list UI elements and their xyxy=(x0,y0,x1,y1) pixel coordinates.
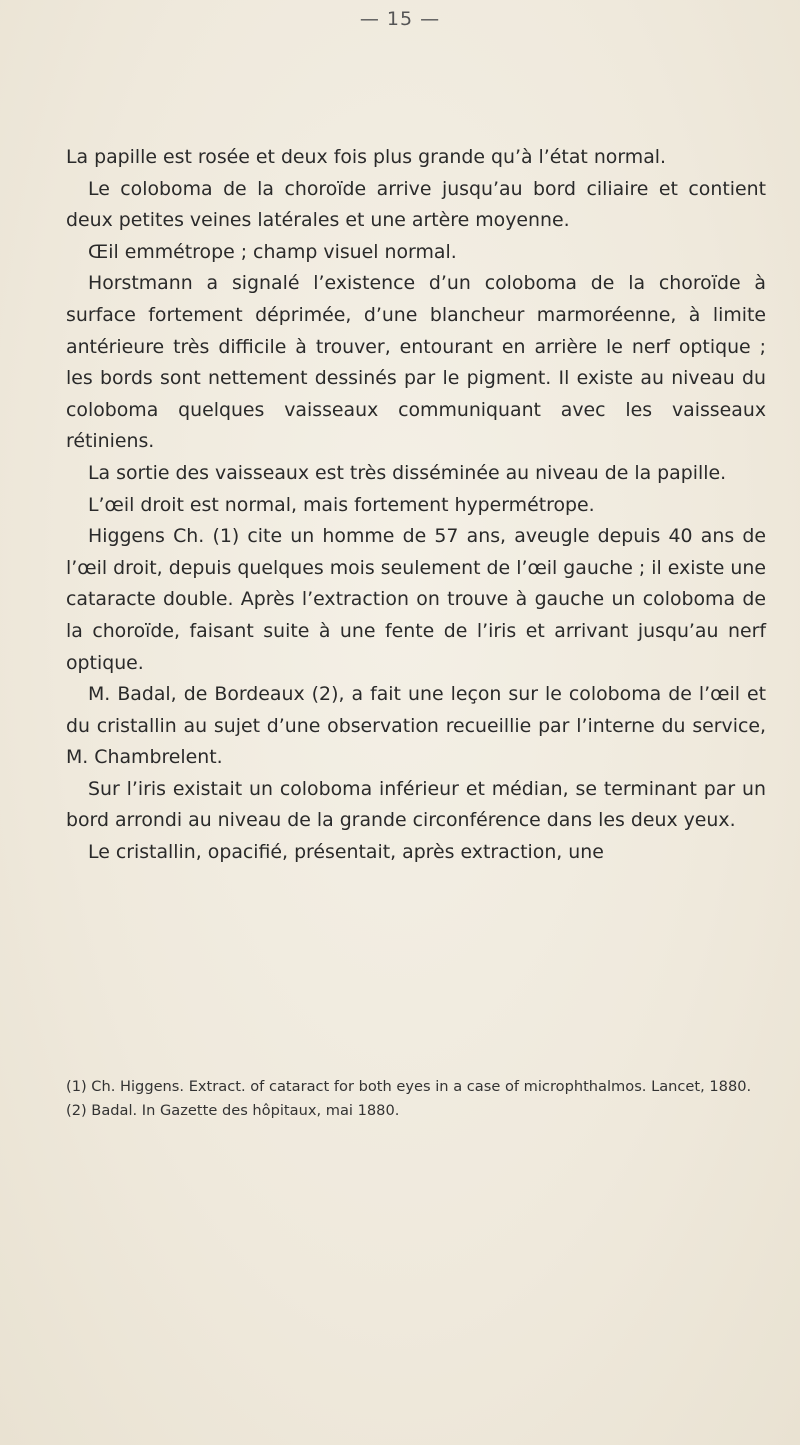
paragraph-oeil-emmetrope: Œil emmétrope ; champ visuel normal. xyxy=(88,240,457,263)
footnote-2: (2) Badal. In Gazette des hôpitaux, mai 1880. xyxy=(66,1101,400,1119)
paragraph-sortie-vaisseaux: La sortie des vaisseaux est très disséminée au niveau de la papille. xyxy=(88,461,727,484)
paragraph-higgens: Higgens Ch. (1) cite un homme de 57 ans, aveugle depuis 40 ans de l’œil droit, depuis quelques mois seulement de l’œil gauche ; il existe une cataracte double. Après l’extraction on trouve à gauche un coloboma de la choroïde, faisant suite à une fente de l’iris et arrivant jusqu’au nerf optique. xyxy=(66,525,766,674)
page-number: — 15 — xyxy=(359,8,441,30)
paragraph-papille: La papille est rosée et deux fois plus grande qu’à l’état normal. xyxy=(66,146,667,168)
paragraph-cristallin: Le cristallin, opacifié, présentait, après extraction, une xyxy=(88,841,604,864)
paragraph-coloboma-ciliaire: Le coloboma de la choroïde arrive jusqu’au bord ciliaire et contient deux petites veines latérales et une artère moyenne. xyxy=(66,177,766,232)
paragraph-oeil-droit: L’œil droit est normal, mais fortement hypermétrope. xyxy=(88,493,595,516)
body-text xyxy=(66,142,766,869)
paragraph-badal: M. Badal, de Bordeaux (2), a fait une leçon sur le coloboma de l’œil et du cristallin au sujet d’une observation recueillie par l’interne du service, M. Chambrelent. xyxy=(66,683,766,769)
footnote-1: (1) Ch. Higgens. Extract. of cataract for both eyes in a case of microphthalmos. Lancet, 1880. xyxy=(66,1078,752,1095)
paragraph-horstmann: Horstmann a signalé l’existence d’un coloboma de la choroïde à surface fortement déprimée, d’une blancheur marmoréenne, à limite antérieure très difficile à trouver, entourant en arrière le nerf optique ; les bords sont nettement dessinés par le pigment. Il existe au niveau du coloboma quelques vaisseaux communiquant avec les vaisseaux rétiniens. xyxy=(66,272,766,453)
footnotes xyxy=(66,1075,766,1122)
paragraph-iris: Sur l’iris existait un coloboma inférieur et médian, se terminant par un bord arrondi au niveau de la grande circonférence dans les deux yeux. xyxy=(66,777,766,832)
